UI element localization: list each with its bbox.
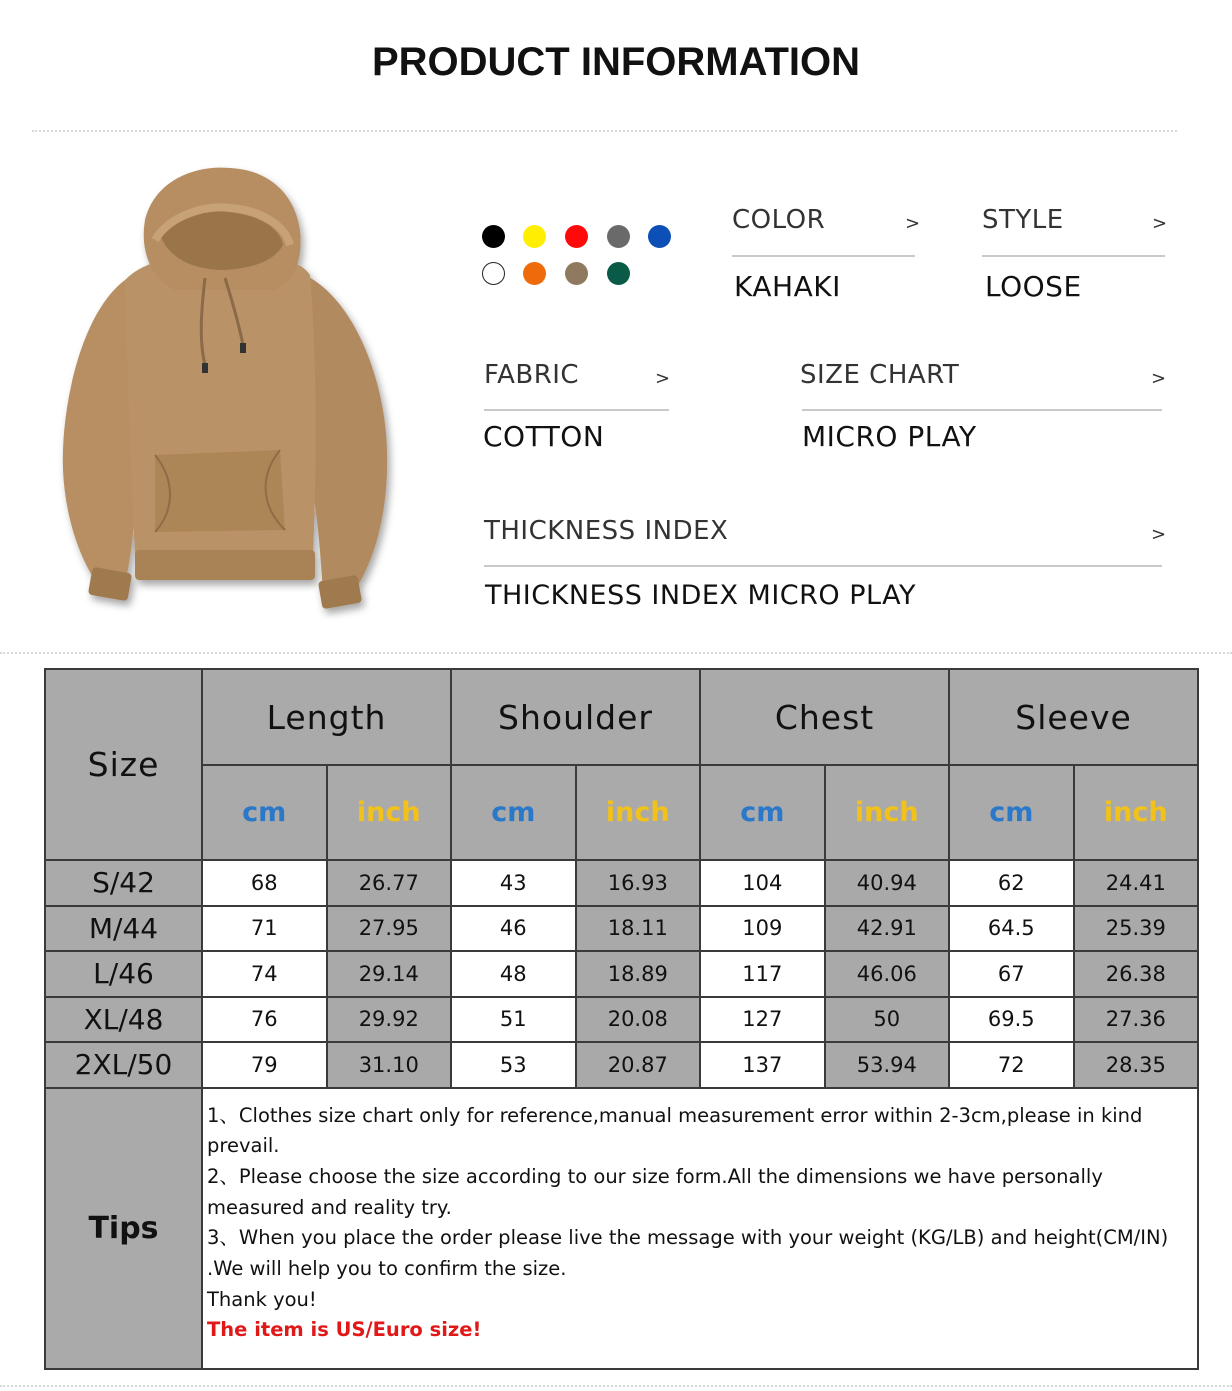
- size-chart-label: SIZE CHART: [800, 360, 960, 390]
- tip-line-2: 2、Please choose the size according to our size form.All the dimensions we have personally measured and reality try.: [207, 1164, 1103, 1219]
- style-value: LOOSE: [985, 270, 1082, 303]
- value-cell: 26.38: [1074, 951, 1199, 997]
- size-chart-arrow-icon: >: [1151, 368, 1167, 389]
- size-cell: L/46: [45, 951, 202, 997]
- swatch-black[interactable]: [482, 225, 505, 248]
- table-row: [45, 906, 1198, 952]
- value-cell: 16.93: [576, 860, 701, 906]
- value-cell: 28.35: [1074, 1042, 1199, 1088]
- unit-inch: inch: [327, 765, 452, 860]
- value-cell: 53.94: [825, 1042, 950, 1088]
- hoodie-image: [55, 160, 400, 620]
- length-header: Length: [202, 669, 451, 765]
- color-swatches[interactable]: [480, 225, 680, 295]
- value-cell: 20.08: [576, 997, 701, 1043]
- value-cell: 50: [825, 997, 950, 1043]
- unit-inch: inch: [825, 765, 950, 860]
- swatch-gray[interactable]: [607, 225, 630, 248]
- shoulder-header: Shoulder: [451, 669, 700, 765]
- value-cell: 42.91: [825, 906, 950, 952]
- value-cell: 104: [700, 860, 825, 906]
- value-cell: 46.06: [825, 951, 950, 997]
- style-label: STYLE: [982, 205, 1064, 235]
- value-cell: 127: [700, 997, 825, 1043]
- value-cell: 74: [202, 951, 327, 997]
- value-cell: 40.94: [825, 860, 950, 906]
- value-cell: 68: [202, 860, 327, 906]
- value-cell: 43: [451, 860, 576, 906]
- value-cell: 72: [949, 1042, 1074, 1088]
- middle-divider: [0, 652, 1232, 654]
- value-cell: 79: [202, 1042, 327, 1088]
- tips-row: [45, 1088, 1198, 1369]
- value-cell: 27.36: [1074, 997, 1199, 1043]
- swatch-green[interactable]: [607, 262, 630, 285]
- value-cell: 18.89: [576, 951, 701, 997]
- fabric-label: FABRIC: [484, 360, 580, 390]
- value-cell: 117: [700, 951, 825, 997]
- swatch-khaki[interactable]: [565, 262, 588, 285]
- value-cell: 46: [451, 906, 576, 952]
- value-cell: 31.10: [327, 1042, 452, 1088]
- unit-inch: inch: [1074, 765, 1199, 860]
- table-row: [45, 951, 1198, 997]
- unit-cm: cm: [451, 765, 576, 860]
- table-row: [45, 1042, 1198, 1088]
- color-value: KAHAKI: [734, 270, 841, 303]
- fabric-rule: [484, 409, 669, 411]
- size-chart-rule: [802, 409, 1162, 411]
- value-cell: 20.87: [576, 1042, 701, 1088]
- size-cell: 2XL/50: [45, 1042, 202, 1088]
- value-cell: 62: [949, 860, 1074, 906]
- value-cell: 29.92: [327, 997, 452, 1043]
- style-rule: [982, 255, 1165, 257]
- swatch-blue[interactable]: [648, 225, 671, 248]
- swatch-red[interactable]: [565, 225, 588, 248]
- value-cell: 29.14: [327, 951, 452, 997]
- thickness-label: THICKNESS INDEX: [484, 516, 729, 546]
- value-cell: 26.77: [327, 860, 452, 906]
- thickness-rule: [484, 565, 1162, 567]
- value-cell: 53: [451, 1042, 576, 1088]
- value-cell: 51: [451, 997, 576, 1043]
- swatch-yellow[interactable]: [523, 225, 546, 248]
- unit-cm: cm: [202, 765, 327, 860]
- size-header: Size: [45, 669, 202, 860]
- fabric-value: COTTON: [483, 420, 605, 453]
- thickness-arrow-icon: >: [1151, 524, 1167, 545]
- size-note: The item is US/Euro size!: [207, 1318, 482, 1342]
- size-cell: S/42: [45, 860, 202, 906]
- value-cell: 71: [202, 906, 327, 952]
- unit-inch: inch: [576, 765, 701, 860]
- tips-content: [202, 1088, 1198, 1369]
- chest-header: Chest: [700, 669, 949, 765]
- tip-line-1: 1、Clothes size chart only for reference,manual measurement error within 2-3cm,please in kind prevail.: [207, 1103, 1143, 1158]
- sleeve-header: Sleeve: [949, 669, 1198, 765]
- value-cell: 67: [949, 951, 1074, 997]
- style-arrow-icon: >: [1152, 213, 1168, 234]
- value-cell: 109: [700, 906, 825, 952]
- size-chart-value: MICRO PLAY: [802, 420, 977, 453]
- fabric-arrow-icon: >: [655, 368, 671, 389]
- value-cell: 24.41: [1074, 860, 1199, 906]
- tip-line-3: 3、When you place the order please live the message with your weight (KG/LB) and height(CM/IN) .We will help you to confirm the size.: [207, 1226, 1169, 1281]
- swatch-white[interactable]: [482, 262, 505, 285]
- swatch-orange[interactable]: [523, 262, 546, 285]
- top-divider: [32, 130, 1177, 132]
- value-cell: 64.5: [949, 906, 1074, 952]
- value-cell: 18.11: [576, 906, 701, 952]
- tip-thanks: Thank you!: [207, 1287, 317, 1311]
- value-cell: 25.39: [1074, 906, 1199, 952]
- value-cell: 27.95: [327, 906, 452, 952]
- bottom-divider: [0, 1385, 1232, 1387]
- table-row: [45, 997, 1198, 1043]
- color-rule: [732, 255, 915, 257]
- tips-label: Tips: [45, 1088, 202, 1369]
- value-cell: 76: [202, 997, 327, 1043]
- unit-cm: cm: [949, 765, 1074, 860]
- value-cell: 137: [700, 1042, 825, 1088]
- size-cell: XL/48: [45, 997, 202, 1043]
- size-table: [44, 668, 1199, 1370]
- unit-cm: cm: [700, 765, 825, 860]
- size-cell: M/44: [45, 906, 202, 952]
- color-label: COLOR: [732, 205, 826, 235]
- table-row: [45, 860, 1198, 906]
- size-rows: [45, 860, 1198, 1369]
- color-arrow-icon: >: [905, 213, 921, 234]
- value-cell: 69.5: [949, 997, 1074, 1043]
- page-title: PRODUCT INFORMATION: [371, 40, 861, 84]
- thickness-value: THICKNESS INDEX MICRO PLAY: [485, 580, 917, 611]
- value-cell: 48: [451, 951, 576, 997]
